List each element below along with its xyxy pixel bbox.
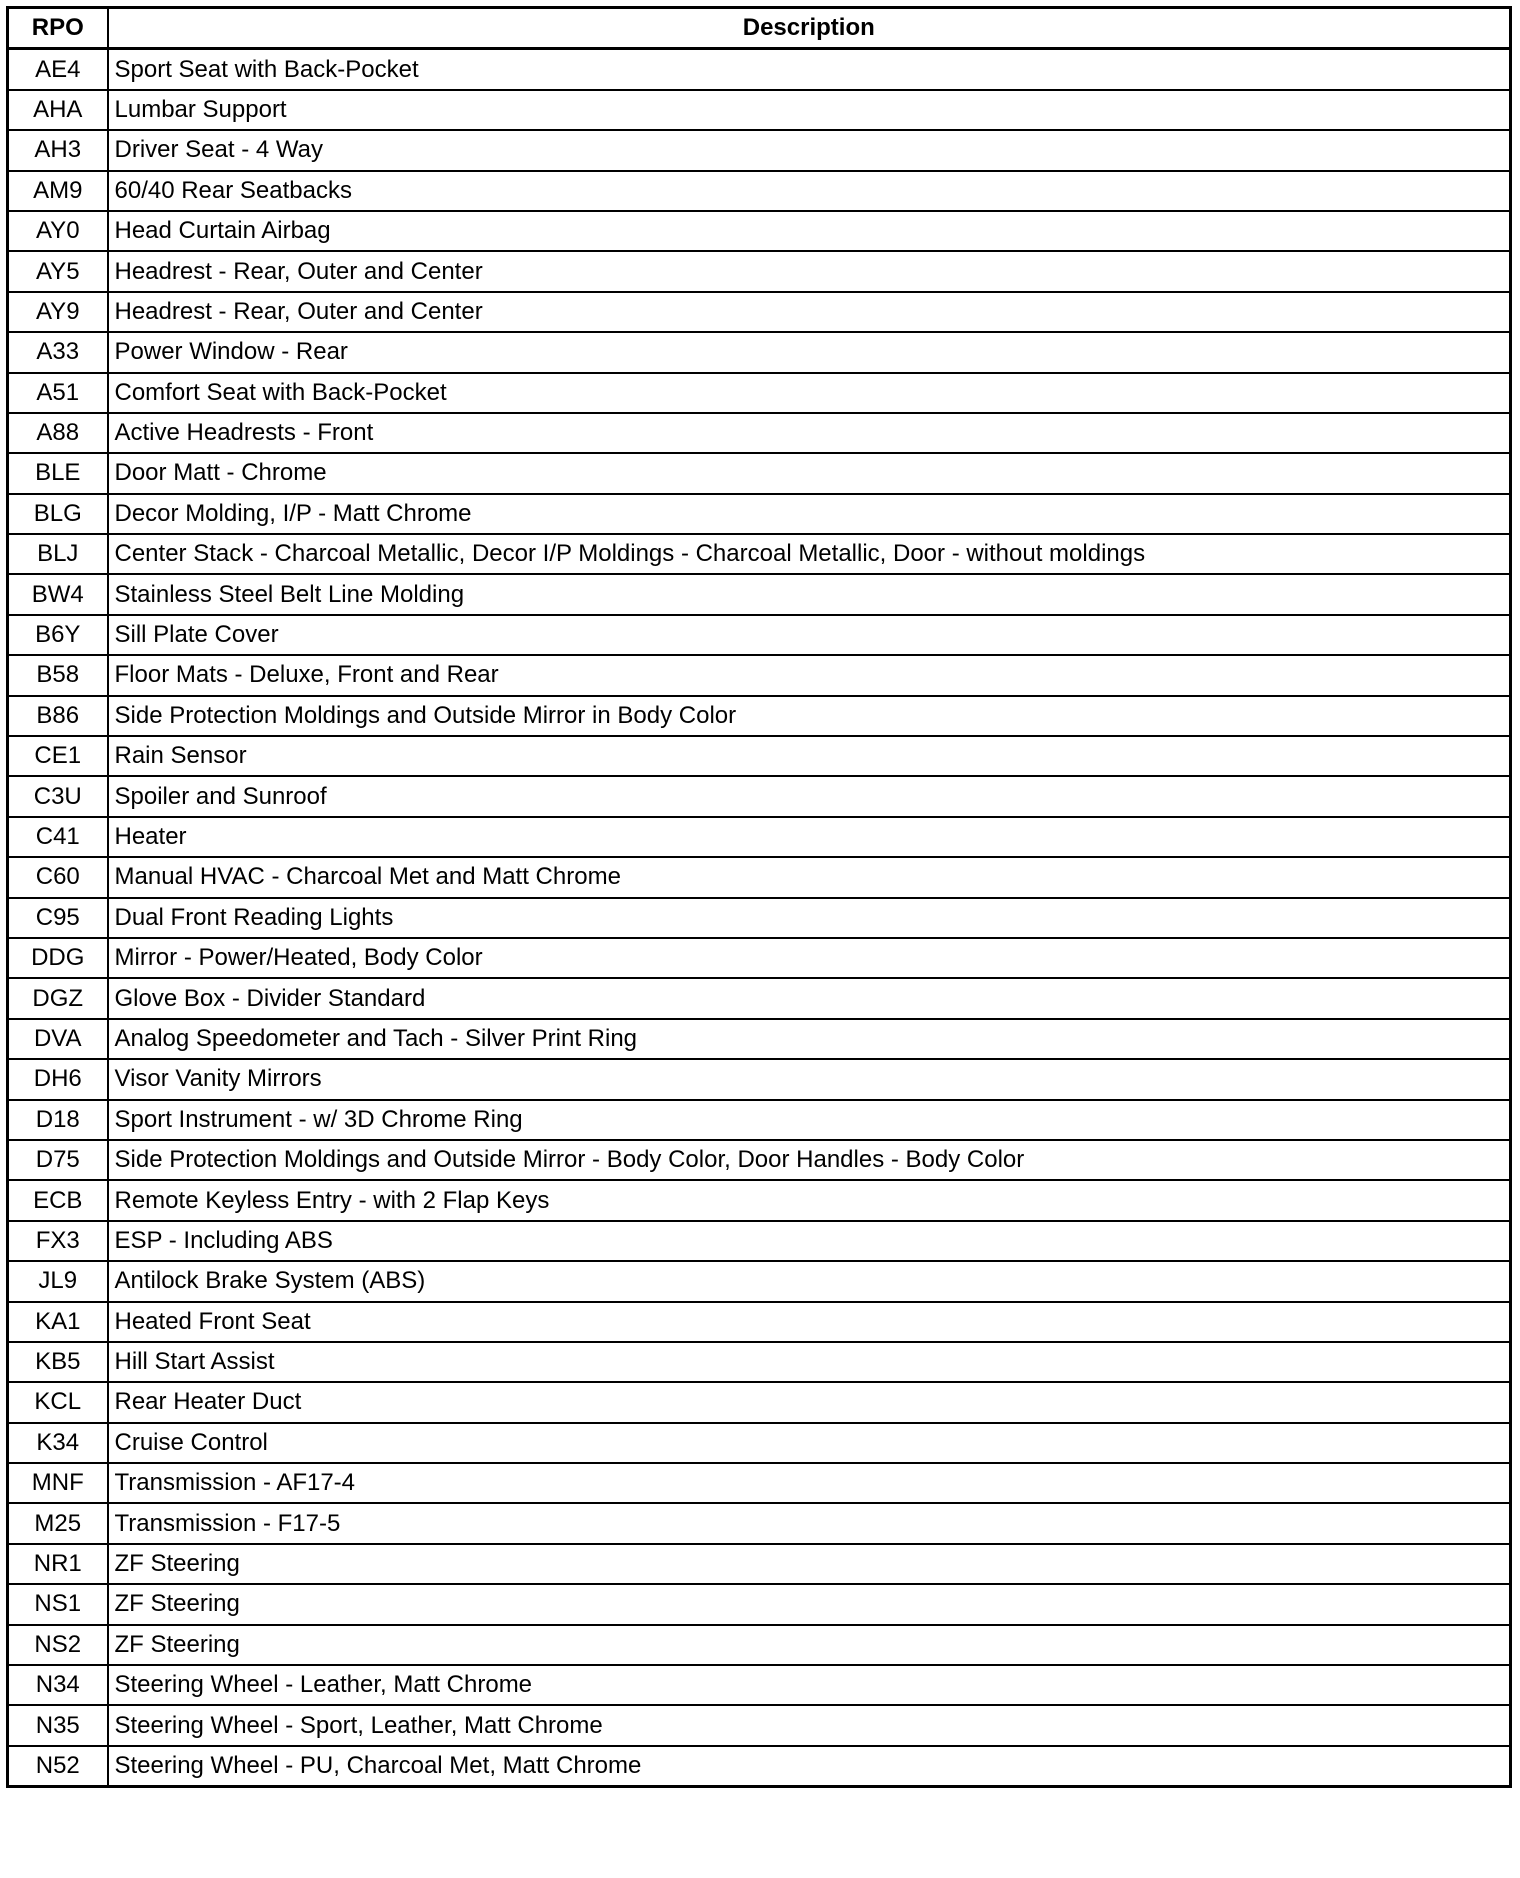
table-row: [8, 1584, 1511, 1624]
table-row: [8, 373, 1511, 413]
rpo-description: Sill Plate Cover: [108, 615, 1511, 655]
rpo-code: FX3: [8, 1221, 108, 1261]
rpo-description: ESP - Including ABS: [108, 1221, 1511, 1261]
table-row: [8, 49, 1511, 90]
rpo-code: D18: [8, 1100, 108, 1140]
rpo-code: M25: [8, 1503, 108, 1543]
table-row: [8, 978, 1511, 1018]
rpo-description: Heated Front Seat: [108, 1302, 1511, 1342]
table-row: [8, 534, 1511, 574]
rpo-description: Antilock Brake System (ABS): [108, 1261, 1511, 1301]
table-row: [8, 736, 1511, 776]
rpo-code: A51: [8, 373, 108, 413]
table-row: [8, 1140, 1511, 1180]
rpo-code: BLG: [8, 494, 108, 534]
rpo-code: NR1: [8, 1544, 108, 1584]
rpo-description: Power Window - Rear: [108, 332, 1511, 372]
rpo-code: NS2: [8, 1625, 108, 1665]
rpo-code: KB5: [8, 1342, 108, 1382]
rpo-description: 60/40 Rear Seatbacks: [108, 171, 1511, 211]
table-row: [8, 1423, 1511, 1463]
rpo-description: Cruise Control: [108, 1423, 1511, 1463]
rpo-description: Lumbar Support: [108, 90, 1511, 130]
rpo-code: BLJ: [8, 534, 108, 574]
rpo-code: KCL: [8, 1382, 108, 1422]
table-row: [8, 251, 1511, 291]
rpo-description: ZF Steering: [108, 1625, 1511, 1665]
rpo-code: MNF: [8, 1463, 108, 1503]
table-row: [8, 453, 1511, 493]
rpo-description: Steering Wheel - Sport, Leather, Matt Chrome: [108, 1705, 1511, 1745]
table-row: [8, 776, 1511, 816]
table-row: [8, 413, 1511, 453]
rpo-code: C3U: [8, 776, 108, 816]
table-row: [8, 696, 1511, 736]
rpo-table: [6, 6, 1512, 1788]
table-row: [8, 1059, 1511, 1099]
rpo-code: CE1: [8, 736, 108, 776]
rpo-description: Side Protection Moldings and Outside Mirror in Body Color: [108, 696, 1511, 736]
rpo-description: Comfort Seat with Back-Pocket: [108, 373, 1511, 413]
table-row: [8, 857, 1511, 897]
table-row: [8, 1382, 1511, 1422]
rpo-code: AY9: [8, 292, 108, 332]
rpo-description: Transmission - F17-5: [108, 1503, 1511, 1543]
rpo-code: C41: [8, 817, 108, 857]
table-row: [8, 130, 1511, 170]
rpo-description: Center Stack - Charcoal Metallic, Decor I/P Moldings - Charcoal Metallic, Door - without moldings: [108, 534, 1511, 574]
header-rpo: RPO: [8, 8, 108, 49]
table-row: [8, 938, 1511, 978]
rpo-code: AY5: [8, 251, 108, 291]
table-row: [8, 1665, 1511, 1705]
rpo-code: BW4: [8, 574, 108, 614]
table-row: [8, 1180, 1511, 1220]
rpo-code: A33: [8, 332, 108, 372]
table-row: [8, 171, 1511, 211]
rpo-code: DGZ: [8, 978, 108, 1018]
rpo-code: C95: [8, 898, 108, 938]
table-row: [8, 1342, 1511, 1382]
rpo-description: Dual Front Reading Lights: [108, 898, 1511, 938]
rpo-description: Headrest - Rear, Outer and Center: [108, 251, 1511, 291]
header-row: [8, 8, 1511, 49]
rpo-description: Manual HVAC - Charcoal Met and Matt Chrome: [108, 857, 1511, 897]
rpo-description: Analog Speedometer and Tach - Silver Print Ring: [108, 1019, 1511, 1059]
rpo-description: ZF Steering: [108, 1544, 1511, 1584]
rpo-code: NS1: [8, 1584, 108, 1624]
rpo-code: N34: [8, 1665, 108, 1705]
rpo-code: D75: [8, 1140, 108, 1180]
rpo-description: Active Headrests - Front: [108, 413, 1511, 453]
rpo-code: B86: [8, 696, 108, 736]
rpo-description: Visor Vanity Mirrors: [108, 1059, 1511, 1099]
rpo-code: A88: [8, 413, 108, 453]
table-row: [8, 898, 1511, 938]
table-row: [8, 817, 1511, 857]
table-row: [8, 1544, 1511, 1584]
rpo-description: Side Protection Moldings and Outside Mirror - Body Color, Door Handles - Body Color: [108, 1140, 1511, 1180]
rpo-code: AHA: [8, 90, 108, 130]
rpo-code: B58: [8, 655, 108, 695]
table-row: [8, 1463, 1511, 1503]
table-row: [8, 655, 1511, 695]
rpo-description: ZF Steering: [108, 1584, 1511, 1624]
table-row: [8, 1261, 1511, 1301]
rpo-code: N52: [8, 1746, 108, 1787]
rpo-description: Mirror - Power/Heated, Body Color: [108, 938, 1511, 978]
table-row: [8, 1221, 1511, 1261]
rpo-code: AE4: [8, 49, 108, 90]
rpo-description: Stainless Steel Belt Line Molding: [108, 574, 1511, 614]
table-row: [8, 494, 1511, 534]
table-row: [8, 90, 1511, 130]
rpo-code: DDG: [8, 938, 108, 978]
rpo-description: Headrest - Rear, Outer and Center: [108, 292, 1511, 332]
table-row: [8, 292, 1511, 332]
rpo-code: AM9: [8, 171, 108, 211]
table-body: [8, 49, 1511, 1787]
rpo-code: DVA: [8, 1019, 108, 1059]
table-row: [8, 1019, 1511, 1059]
rpo-code: AY0: [8, 211, 108, 251]
rpo-description: Transmission - AF17-4: [108, 1463, 1511, 1503]
rpo-description: Remote Keyless Entry - with 2 Flap Keys: [108, 1180, 1511, 1220]
rpo-description: Driver Seat - 4 Way: [108, 130, 1511, 170]
rpo-description: Sport Seat with Back-Pocket: [108, 49, 1511, 90]
rpo-description: Sport Instrument - w/ 3D Chrome Ring: [108, 1100, 1511, 1140]
rpo-description: Head Curtain Airbag: [108, 211, 1511, 251]
rpo-description: Heater: [108, 817, 1511, 857]
rpo-code: ECB: [8, 1180, 108, 1220]
table-row: [8, 332, 1511, 372]
rpo-description: Spoiler and Sunroof: [108, 776, 1511, 816]
table-row: [8, 1705, 1511, 1745]
table-header: [8, 8, 1511, 49]
table-row: [8, 1746, 1511, 1787]
rpo-description: Steering Wheel - Leather, Matt Chrome: [108, 1665, 1511, 1705]
table-row: [8, 1100, 1511, 1140]
table-row: [8, 211, 1511, 251]
table-row: [8, 574, 1511, 614]
header-description: Description: [108, 8, 1511, 49]
rpo-code: B6Y: [8, 615, 108, 655]
rpo-description: Rear Heater Duct: [108, 1382, 1511, 1422]
rpo-description: Decor Molding, I/P - Matt Chrome: [108, 494, 1511, 534]
rpo-description: Door Matt - Chrome: [108, 453, 1511, 493]
rpo-description: Hill Start Assist: [108, 1342, 1511, 1382]
rpo-code: C60: [8, 857, 108, 897]
rpo-code: N35: [8, 1705, 108, 1745]
table-row: [8, 1302, 1511, 1342]
rpo-code: AH3: [8, 130, 108, 170]
table-row: [8, 615, 1511, 655]
rpo-code: K34: [8, 1423, 108, 1463]
table-row: [8, 1503, 1511, 1543]
rpo-code: BLE: [8, 453, 108, 493]
rpo-description: Steering Wheel - PU, Charcoal Met, Matt Chrome: [108, 1746, 1511, 1787]
rpo-code: DH6: [8, 1059, 108, 1099]
rpo-code: KA1: [8, 1302, 108, 1342]
table-row: [8, 1625, 1511, 1665]
rpo-description: Rain Sensor: [108, 736, 1511, 776]
rpo-description: Glove Box - Divider Standard: [108, 978, 1511, 1018]
rpo-description: Floor Mats - Deluxe, Front and Rear: [108, 655, 1511, 695]
rpo-code: JL9: [8, 1261, 108, 1301]
